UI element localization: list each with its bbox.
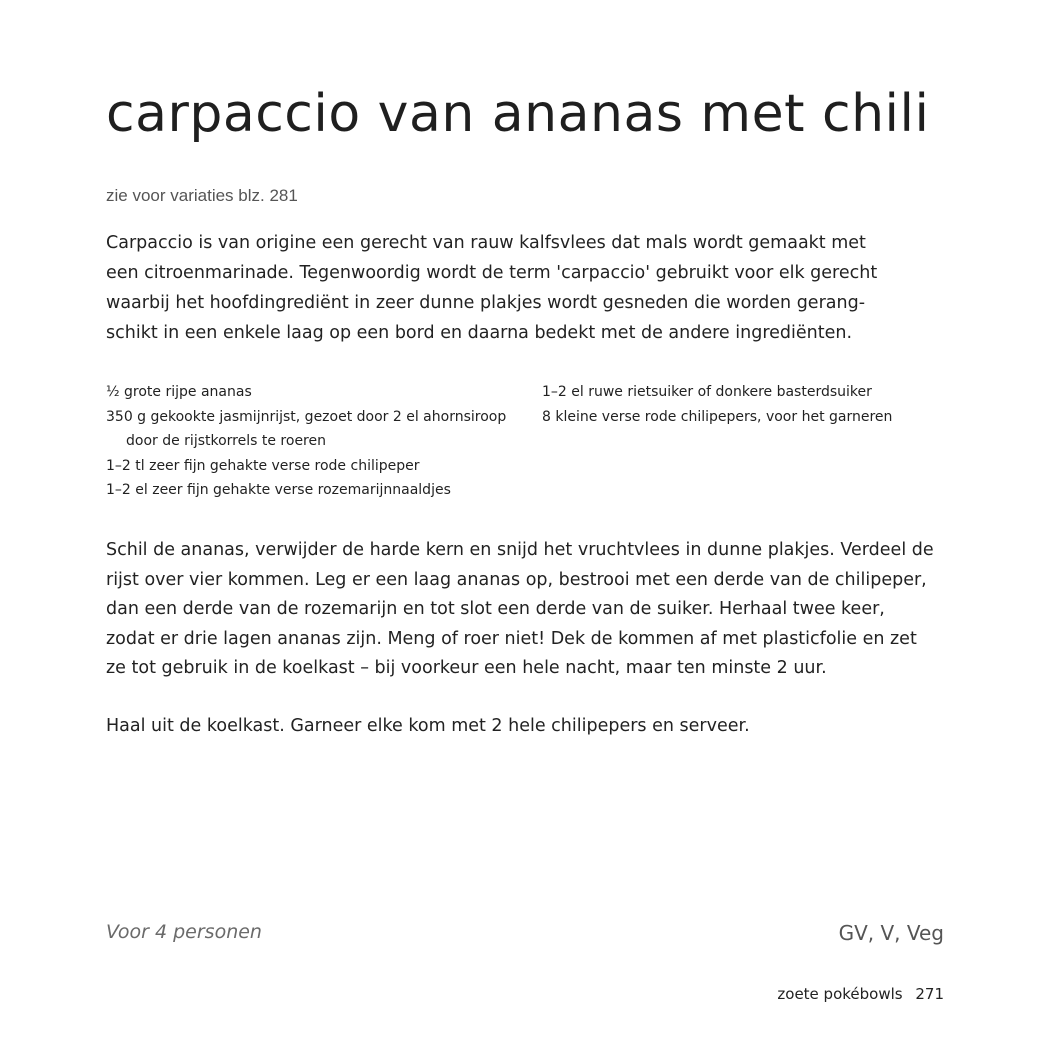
method-line: rijst over vier kommen. Leg er een laag ananas op, bestrooi met een derde van de chilipeper, <box>106 569 927 590</box>
page-number: 271 <box>915 985 944 1003</box>
ingredient-item: 350 g gekookte jasmijnrijst, gezoet door 2 el ahornsiroop door de rijstkorrels te roeren <box>106 408 507 449</box>
method-line: Schil de ananas, verwijder de harde kern en snijd het vruchtvlees in dunne plakjes. Verdeel de <box>106 540 934 560</box>
intro-line: waarbij het hoofdingrediënt in zeer dunne plakjes wordt gesneden die worden gerang- <box>106 293 866 313</box>
intro-line: Carpaccio is van origine een gerecht van rauw kalfsvlees dat mals wordt gemaakt met <box>106 233 866 253</box>
ingredients-list-left <box>106 380 526 503</box>
ingredient-item: 1–2 tl zeer fijn gehakte verse rode chilipeper <box>106 457 420 474</box>
ingredient-item: 1–2 el zeer fijn gehakte verse rozemarijnnaaldjes <box>106 482 451 498</box>
diet-labels: GV, V, Veg <box>838 921 944 945</box>
method-paragraph <box>106 536 956 684</box>
ingredients-list-right <box>542 380 942 429</box>
finish-instruction: Haal uit de koelkast. Garneer elke kom met 2 hele chilipepers en serveer. <box>106 716 750 736</box>
page-footer <box>777 985 944 1003</box>
variations-note: zie voor variaties blz. 281 <box>106 186 298 205</box>
section-name: zoete pokébowls <box>777 985 903 1003</box>
method-line: ze tot gebruik in de koelkast – bij voorkeur een hele nacht, maar ten minste 2 uur. <box>106 658 827 678</box>
recipe-title: carpaccio van ananas met chili <box>106 84 930 144</box>
intro-paragraph <box>106 228 946 348</box>
method-line: zodat er drie lagen ananas zijn. Meng of roer niet! Dek de kommen af met plasticfolie en zet <box>106 628 917 649</box>
intro-line: een citroenmarinade. Tegenwoordig wordt de term 'carpaccio' gebruikt voor elk gerecht <box>106 263 878 283</box>
ingredient-item: ½ grote rijpe ananas <box>106 384 252 400</box>
intro-line: schikt in een enkele laag op een bord en daarna bedekt met de andere ingrediënten. <box>106 323 853 343</box>
ingredient-item: 1–2 el ruwe rietsuiker of donkere basterdsuiker <box>542 384 872 400</box>
ingredient-item: 8 kleine verse rode chilipepers, voor het garneren <box>542 408 893 425</box>
method-line: dan een derde van de rozemarijn en tot slot een derde van de suiker. Herhaal twee keer, <box>106 599 885 619</box>
servings-note: Voor 4 personen <box>106 921 262 943</box>
